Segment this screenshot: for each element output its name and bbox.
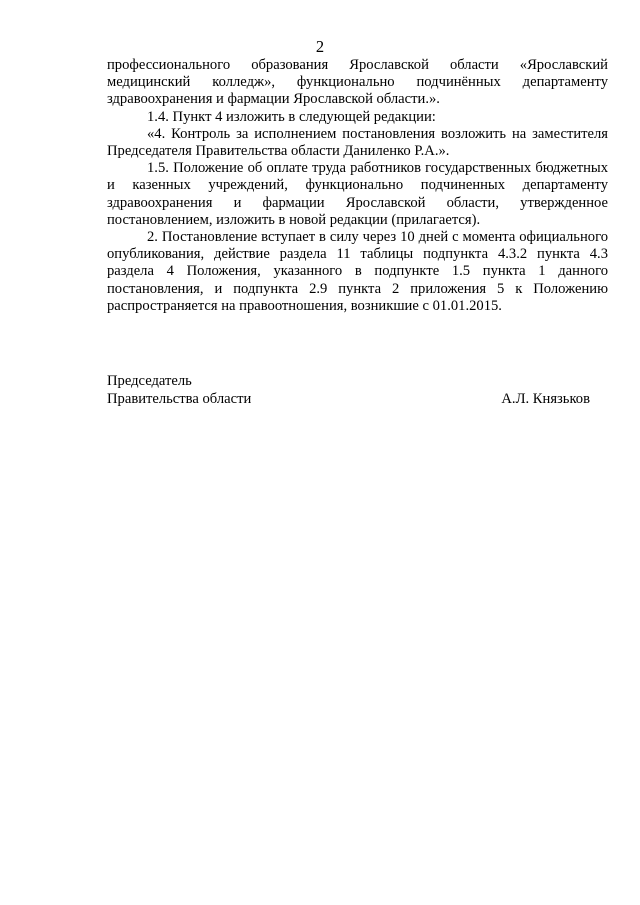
paragraph-quote-4: «4. Контроль за исполнением постановления возложить на заместителя Председателя Правительства области Даниленко Р.А.». — [107, 125, 608, 160]
signatory-title-line1: Председатель — [107, 373, 192, 389]
page-number: 2 — [315, 37, 325, 56]
document-body — [107, 57, 608, 315]
paragraph-1-4: 1.4. Пункт 4 изложить в следующей редакции: — [147, 108, 436, 125]
paragraph-2: 2. Постановление вступает в силу через 10 дней с момента официального опубликования, действие раздела 11 таблицы подпункта 4.3.2 пункта 4.3 раздела 4 Положения, указанного в подпункте 1.5 пункта 1 данного постановления, и подпункта 2.9 пункта 2 приложения 5 к Положению распространяется на правоотношения, возникшие с 01.01.2015. — [107, 229, 608, 314]
signature-row — [107, 390, 590, 408]
signature-block — [107, 372, 590, 408]
signatory-name: А.Л. Князьков — [501, 391, 590, 407]
paragraph-1-5: 1.5. Положение об оплате труда работников государственных бюджетных и казенных учреждений, функционально подчиненных департаменту здравоохранения и фармации Ярославской области, утвержденное постановлением, изложить в новой редакции (прилагается). — [107, 160, 608, 228]
signatory-title-line2: Правительства области — [107, 391, 252, 407]
paragraph-continuation: профессионального образования Ярославской области «Ярославский медицинский колледж», функционально подчинённых департаменту здравоохранения и фармации Ярославской области.». — [107, 57, 608, 108]
